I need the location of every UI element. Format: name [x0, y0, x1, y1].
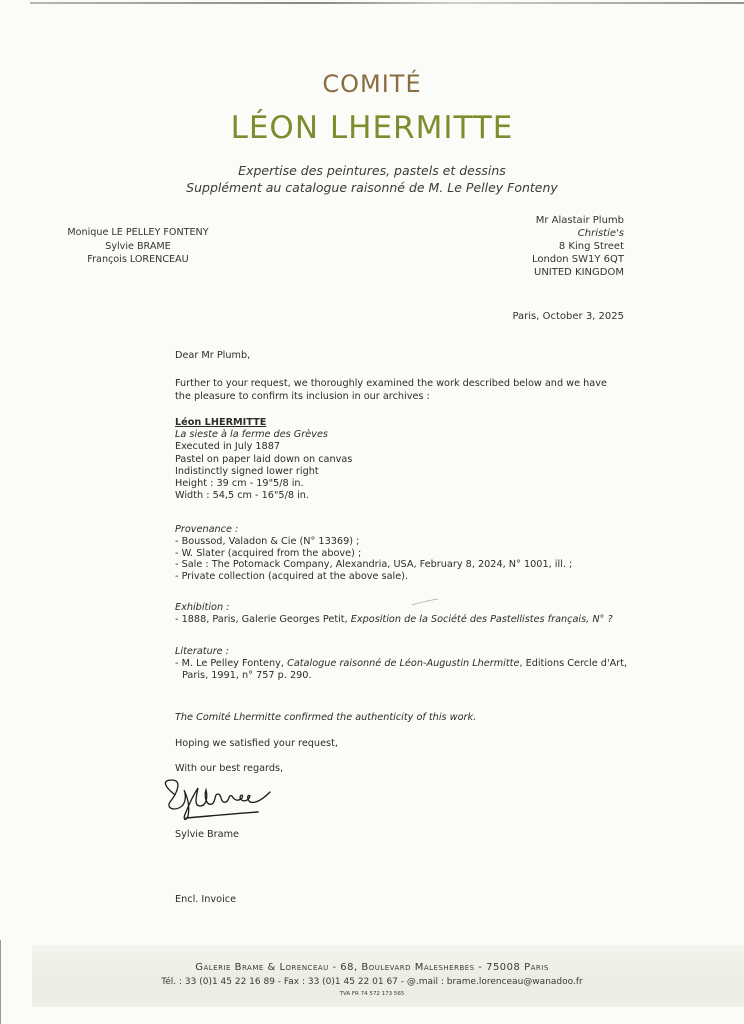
closing-hope: Hoping we satisfied your request,	[175, 738, 338, 749]
exhibition-label: Exhibition :	[175, 602, 230, 613]
letterhead-subtitle-2: Supplément au catalogue raisonné de M. Le Pelley Fonteny	[186, 180, 558, 195]
footer-gallery-address: Galerie Brame & Lorenceau - 68, Boulevard Malesherbes - 75008 Paris	[195, 962, 549, 973]
recipient-company: Christie's	[577, 228, 624, 239]
literature-suffix: , Editions Cercle d'Art,	[519, 658, 628, 669]
letterhead-subtitle-1: Expertise des peintures, pastels et dessins	[238, 163, 506, 178]
exhibition-section	[175, 602, 613, 626]
exhibition-prefix: - 1888, Paris, Galerie Georges Petit,	[175, 614, 351, 625]
exhibition-title: Exposition de la Société des Pastellistes français, N° ?	[350, 614, 613, 625]
provenance-label: Provenance :	[175, 524, 239, 535]
footer-band	[32, 945, 744, 1007]
provenance-item: - Sale : The Potomack Company, Alexandria, USA, February 8, 2024, N° 1001, ill. ;	[175, 559, 573, 571]
literature-section	[175, 646, 627, 682]
provenance-item: - W. Slater (acquired from the above) ;	[175, 547, 362, 559]
letterhead-name: LÉON LHERMITTE	[230, 110, 514, 146]
scan-edge-line	[30, 2, 744, 4]
recipient-address	[532, 214, 624, 279]
salutation: Dear Mr Plumb,	[175, 350, 251, 361]
work-signature: Indistinctly signed lower right	[175, 465, 319, 477]
literature-item	[175, 658, 627, 670]
work-executed: Executed in July 1887	[175, 441, 281, 453]
recipient-country: UNITED KINGDOM	[534, 267, 624, 278]
enclosure-note: Encl. Invoice	[175, 894, 237, 905]
committee-members	[60, 226, 216, 267]
recipient-street: 8 King Street	[558, 241, 624, 252]
footer-vat: TVA FR 74 572 173 565	[339, 991, 405, 997]
provenance-section	[175, 524, 572, 583]
member: Sylvie BRAME	[105, 240, 171, 252]
signatory-name: Sylvie Brame	[175, 829, 239, 840]
footer-contact: Tél. : 33 (0)1 45 22 16 89 - Fax : 33 (0)1 45 22 01 67 - @.mail : brame.lorenceau@wanadoo.fr	[161, 977, 583, 987]
intro-paragraph: Further to your request, we thoroughly examined the work described below and we have the pleasure to confirm its inclusion in our archives :	[175, 378, 607, 402]
closing-regards: With our best regards,	[175, 763, 284, 774]
work-width: Width : 54,5 cm - 16"5/8 in.	[175, 490, 309, 502]
exhibition-item	[175, 614, 613, 626]
literature-label: Literature :	[175, 646, 229, 657]
literature-line2: Paris, 1991, n° 757 p. 290.	[182, 670, 312, 681]
provenance-item: - Boussod, Valadon & Cie (N° 13369) ;	[175, 535, 360, 547]
work-title: La sieste à la ferme des Grèves	[175, 429, 328, 441]
letter-date: Paris, October 3, 2025	[512, 311, 624, 322]
provenance-item: - Private collection (acquired at the above sale).	[175, 571, 409, 583]
work-description	[175, 417, 352, 502]
member: Monique LE PELLEY FONTENY	[67, 227, 209, 238]
literature-prefix: - M. Le Pelley Fonteny,	[175, 658, 288, 669]
literature-title: Catalogue raisonné de Léon-Augustin Lhermitte	[287, 658, 520, 669]
handwritten-signature	[160, 776, 275, 826]
authenticity-confirmation: The Comité Lhermitte confirmed the authenticity of this work.	[175, 712, 477, 723]
recipient-city: London SW1Y 6QT	[531, 254, 624, 265]
letterhead-comite: COMITÉ	[322, 70, 422, 98]
member: François LORENCEAU	[87, 254, 189, 265]
work-medium: Pastel on paper laid down on canvas	[175, 453, 353, 465]
recipient-name: Mr Alastair Plumb	[535, 215, 624, 226]
work-height: Height : 39 cm - 19"5/8 in.	[175, 478, 304, 490]
work-artist: Léon LHERMITTE	[175, 417, 267, 428]
